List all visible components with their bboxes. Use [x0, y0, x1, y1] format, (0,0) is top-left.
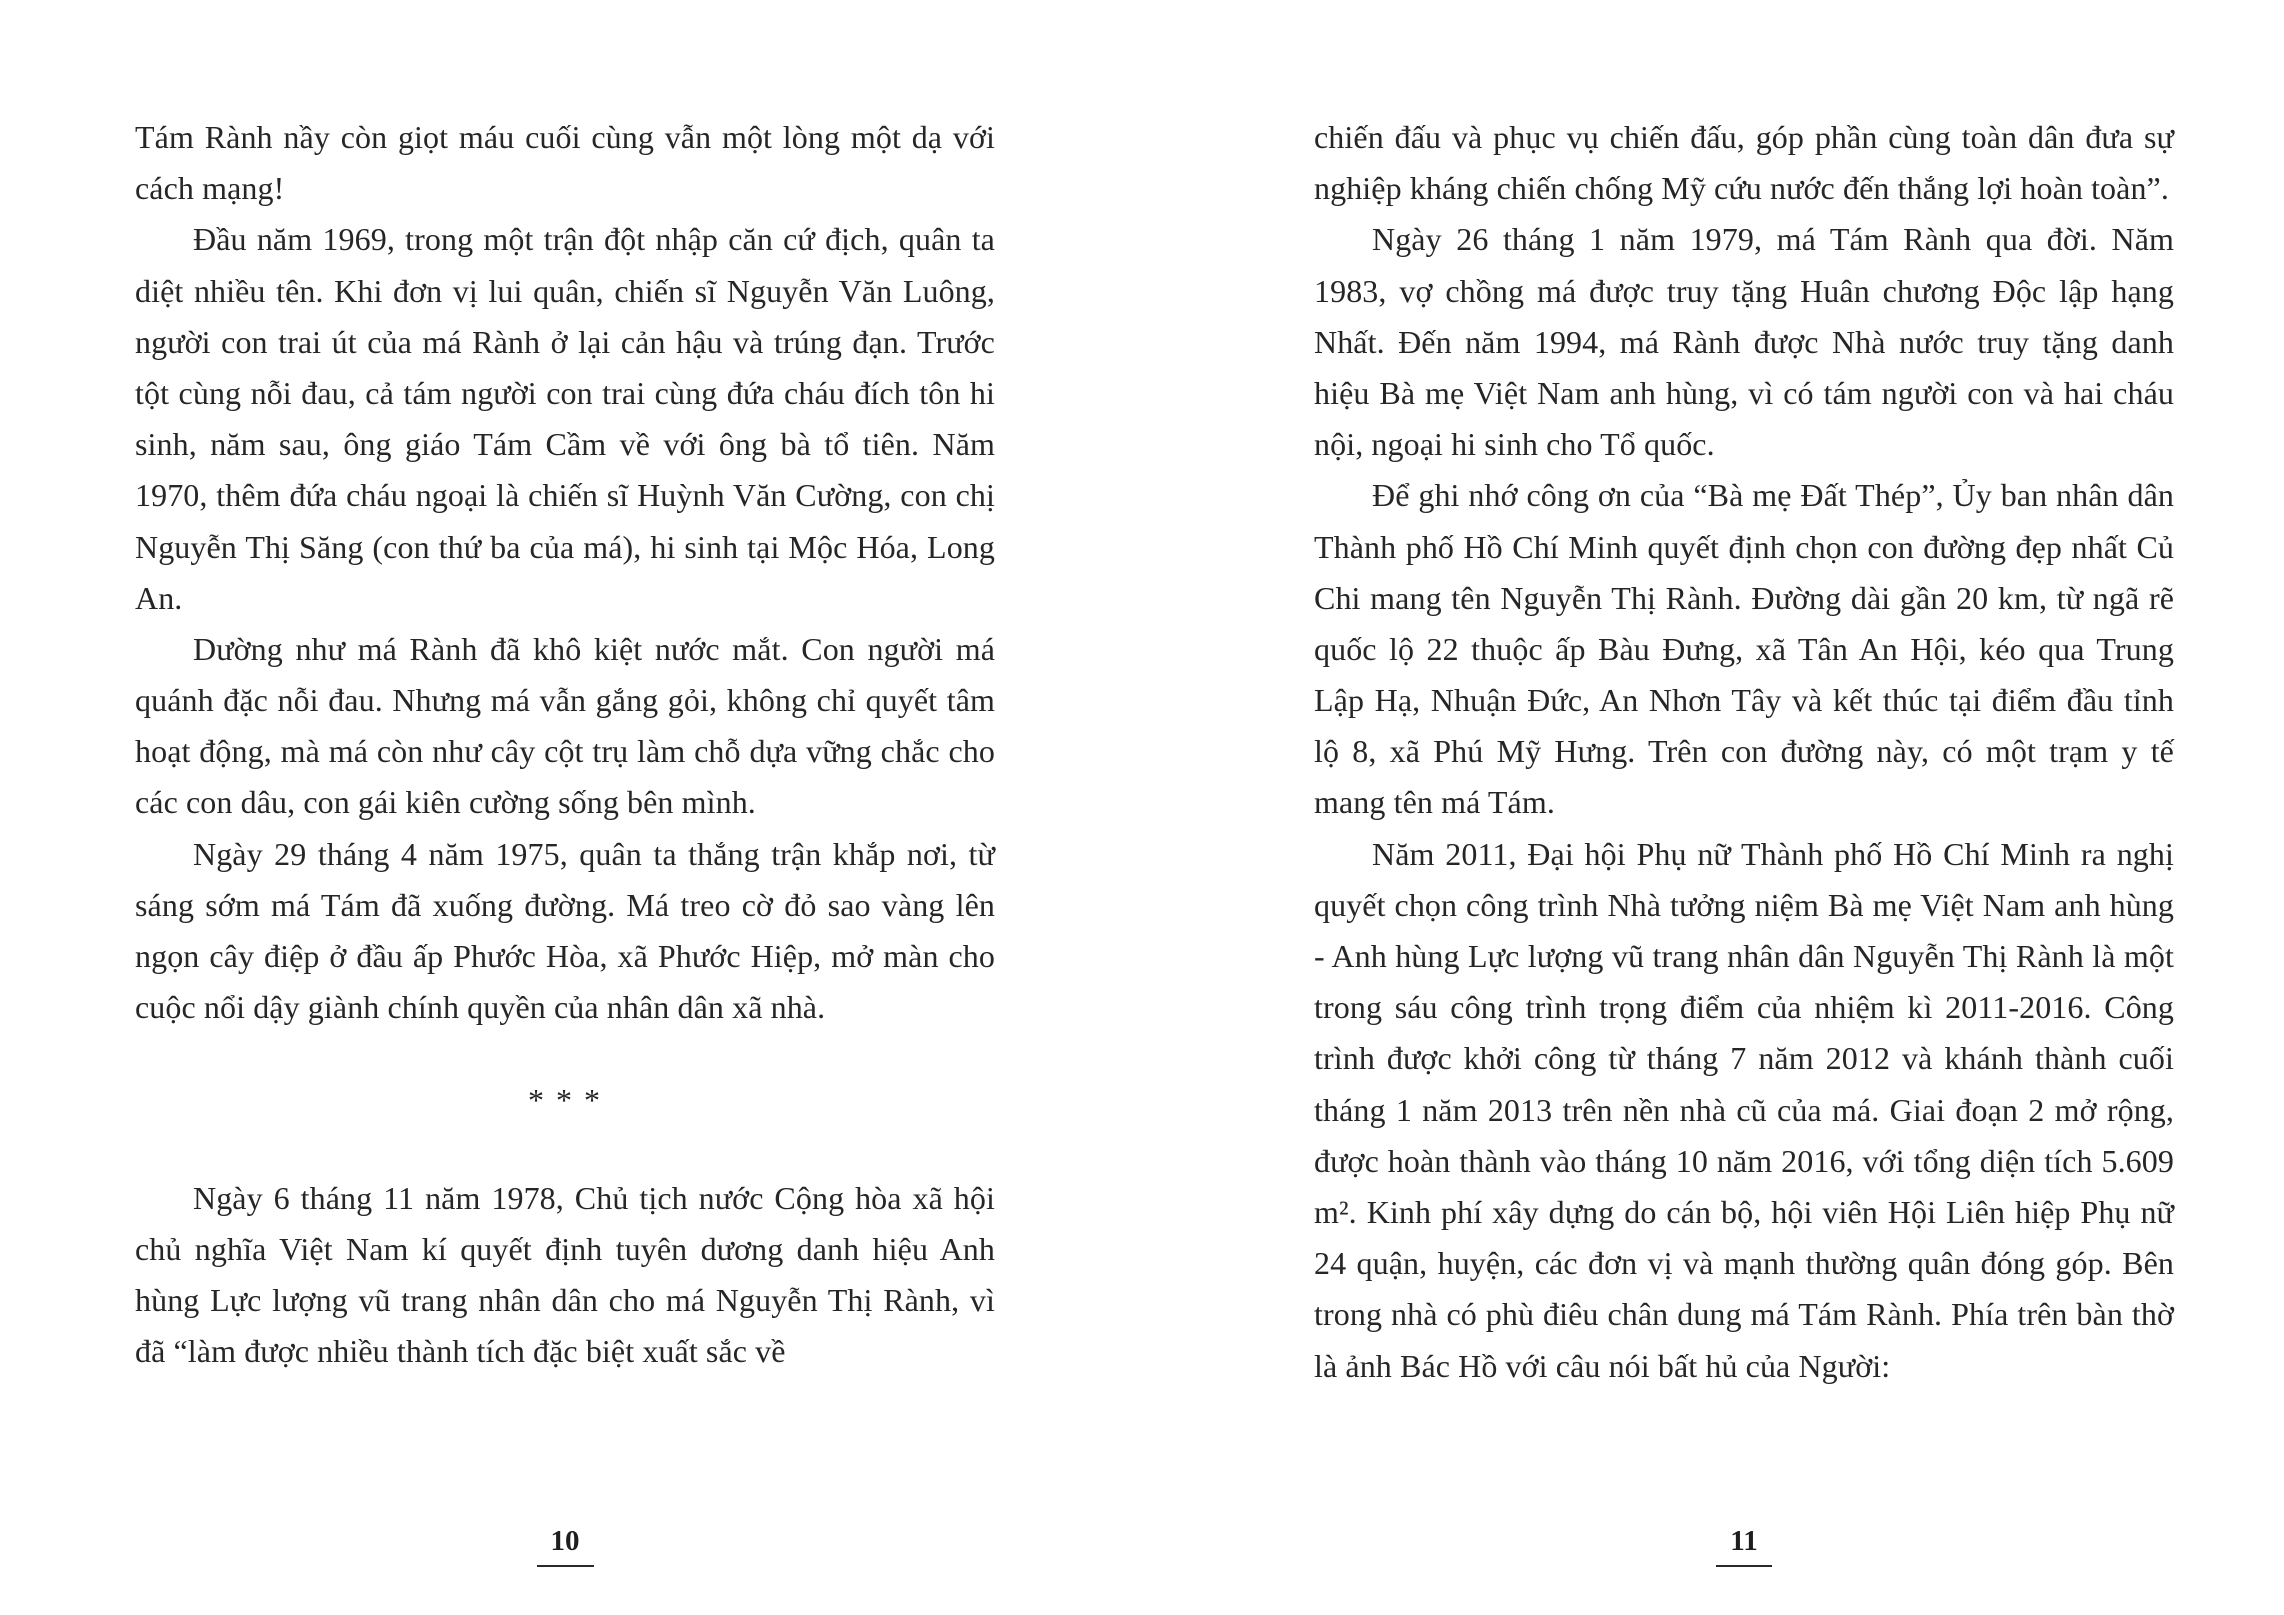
- page-right: [1142, 0, 2284, 1615]
- page-right-footer: [1314, 1525, 2174, 1567]
- page-left-footer: [135, 1525, 995, 1567]
- paragraph: Ngày 26 tháng 1 năm 1979, má Tám Rành qua đời. Năm 1983, vợ chồng má được truy tặng Huân chương Độc lập hạng Nhất. Đến năm 1994, má Rành được Nhà nước truy tặng danh hiệu Bà mẹ Việt Nam anh hùng, vì có tám người con và hai cháu nội, ngoại hi sinh cho Tổ quốc.: [1314, 221, 2174, 463]
- page-number: 10: [537, 1525, 594, 1567]
- paragraph: Đầu năm 1969, trong một trận đột nhập căn cứ địch, quân ta diệt nhiều tên. Khi đơn vị lui quân, chiến sĩ Nguyễn Văn Luông, người con trai út của má Rành ở lại cản hậu và trúng đạn. Trước tột cùng nỗi đau, cả tám người con trai cùng đứa cháu đích tôn hi sinh, năm sau, ông giáo Tám Cầm về với ông bà tổ tiên. Năm 1970, thêm đứa cháu ngoại là chiến sĩ Huỳnh Văn Cường, con chị Nguyễn Thị Săng (con thứ ba của má), hi sinh tại Mộc Hóa, Long An.: [135, 221, 995, 616]
- page-number: 11: [1716, 1525, 1771, 1567]
- page-right-text-block: [1314, 112, 2174, 1392]
- paragraph: Tám Rành nầy còn giọt máu cuối cùng vẫn một lòng một dạ với cách mạng!: [135, 119, 995, 207]
- paragraph: Dường như má Rành đã khô kiệt nước mắt. Con người má quánh đặc nỗi đau. Nhưng má vẫn gắng gỏi, không chỉ quyết tâm hoạt động, mà má còn như cây cột trụ làm chỗ dựa vững chắc cho các con dâu, con gái kiên cường sống bên mình.: [135, 630, 995, 821]
- paragraph: Năm 2011, Đại hội Phụ nữ Thành phố Hồ Chí Minh ra nghị quyết chọn công trình Nhà tưởng niệm Bà mẹ Việt Nam anh hùng - Anh hùng Lực lượng vũ trang nhân dân Nguyễn Thị Rành là một trong sáu công trình trọng điểm của nhiệm kì 2011-2016. Công trình được khởi công từ tháng 7 năm 2012 và khánh thành cuối tháng 1 năm 2013 trên nền nhà cũ của má. Giai đoạn 2 mở rộng, được hoàn thành vào tháng 10 năm 2016, với tổng diện tích 5.609 m². Kinh phí xây dựng do cán bộ, hội viên Hội Liên hiệp Phụ nữ 24 quận, huyện, các đơn vị và mạnh thường quân đóng góp. Bên trong nhà có phù điêu chân dung má Tám Rành. Phía trên bàn thờ là ảnh Bác Hồ với câu nói bất hủ của Người:: [1314, 835, 2174, 1384]
- paragraph: Để ghi nhớ công ơn của “Bà mẹ Đất Thép”, Ủy ban nhân dân Thành phố Hồ Chí Minh quyết định chọn con đường đẹp nhất Củ Chi mang tên Nguyễn Thị Rành. Đường dài gần 20 km, từ ngã rẽ quốc lộ 22 thuộc ấp Bàu Đưng, xã Tân An Hội, kéo qua Trung Lập Hạ, Nhuận Đức, An Nhơn Tây và kết thúc tại điểm đầu tỉnh lộ 8, xã Phú Mỹ Hưng. Trên con đường này, có một trạm y tế mang tên má Tám.: [1314, 477, 2174, 821]
- page-left-text-block: [135, 112, 995, 1377]
- section-separator: * * *: [528, 1082, 602, 1119]
- paragraph: Ngày 29 tháng 4 năm 1975, quân ta thắng trận khắp nơi, từ sáng sớm má Tám đã xuống đường. Má treo cờ đỏ sao vàng lên ngọn cây điệp ở đầu ấp Phước Hòa, xã Phước Hiệp, mở màn cho cuộc nổi dậy giành chính quyền của nhân dân xã nhà.: [135, 835, 995, 1026]
- paragraph: Ngày 6 tháng 11 năm 1978, Chủ tịch nước Cộng hòa xã hội chủ nghĩa Việt Nam kí quyết định tuyên dương danh hiệu Anh hùng Lực lượng vũ trang nhân dân cho má Nguyễn Thị Rành, vì đã “làm được nhiều thành tích đặc biệt xuất sắc về: [135, 1179, 995, 1370]
- paragraph: chiến đấu và phục vụ chiến đấu, góp phần cùng toàn dân đưa sự nghiệp kháng chiến chống Mỹ cứu nước đến thắng lợi hoàn toàn”.: [1314, 119, 2174, 207]
